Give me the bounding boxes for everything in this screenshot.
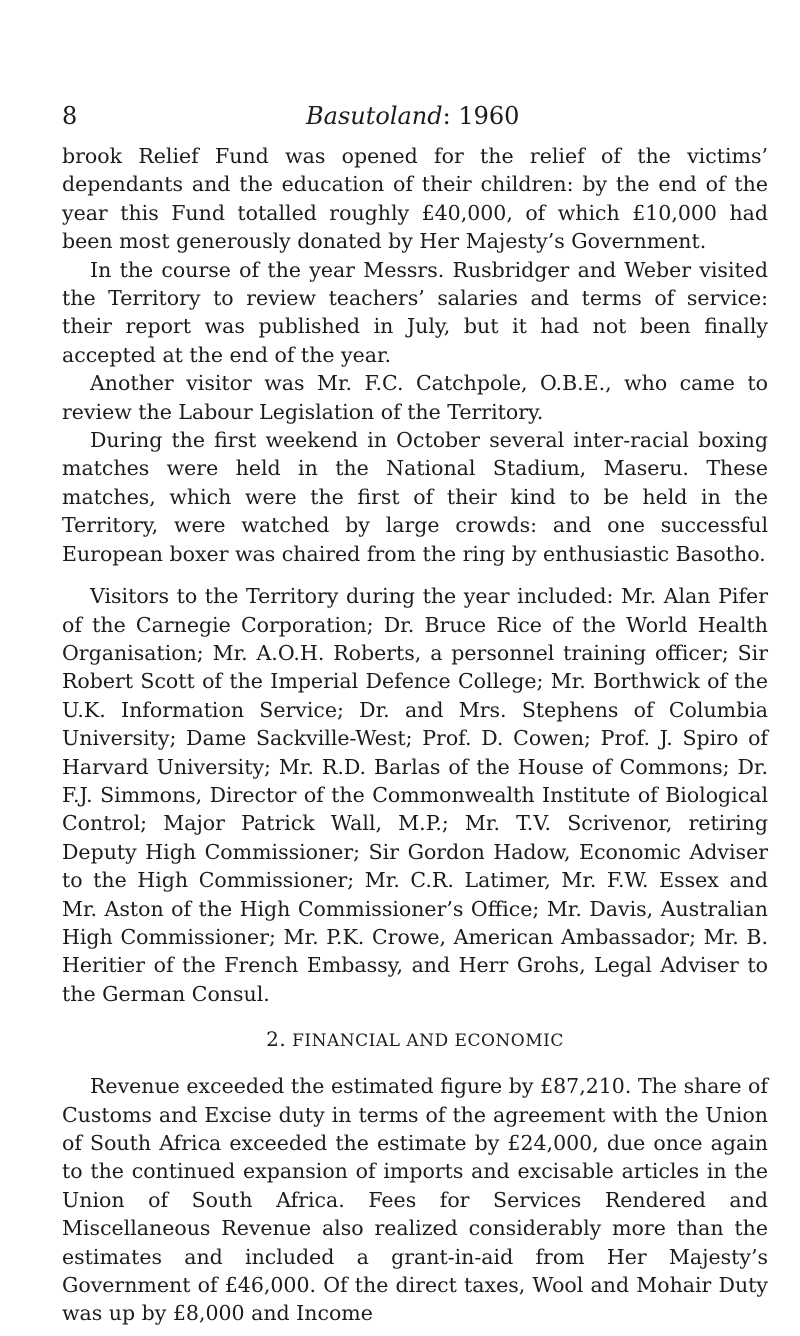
paragraph-labour-legislation: Another visitor was Mr. F.C. Catchpole, O.B.E., who came to review the Labour Legislation of the Territory. — [62, 371, 768, 424]
section-title: FINANCIAL AND ECONOMIC — [292, 1031, 564, 1052]
document-page — [62, 0, 768, 1336]
body-text — [62, 142, 768, 1328]
paragraph-teachers-salaries: In the course of the year Messrs. Rusbridger and Weber visited the Territory to review teachers’ salaries and terms of service: their report was published in July, but it had not been finally accepted at the end of the year. — [62, 257, 768, 367]
section-heading — [62, 1026, 768, 1054]
page-number: 8 — [62, 102, 78, 130]
running-head-place: Basutoland — [306, 102, 443, 130]
page-header — [62, 0, 768, 128]
running-head-year: 1960 — [458, 102, 520, 130]
running-head — [306, 104, 519, 128]
paragraph-revenue: Revenue exceeded the estimated figure by £87,210. The share of Customs and Excise duty in terms of the agreement with the Union of South Africa exceeded the estimate by £24,000, due once again to the continued expansion of imports and excisable articles in the Union of South Africa. Fees for Services Rendered and Miscellaneous Revenue also realized considerably more than the estimates and included a grant-in-aid from Her Majesty’s Government of £46,000. Of the direct taxes, Wool and Mohair Duty was up by £8,000 and Income — [62, 1074, 768, 1326]
running-head-separator: : — [442, 102, 459, 130]
paragraph-boxing-matches: During the first weekend in October several inter-racial boxing matches were held in the National Stadium, Maseru. These matches, which were the first of their kind to be held in the Territory, were watched by large crowds: and one successful European boxer was chaired from the ring by enthusiastic Basotho. — [62, 428, 768, 566]
section-number: 2. — [266, 1027, 287, 1052]
paragraph-visitors: Visitors to the Territory during the year included: Mr. Alan Pifer of the Carnegie Corporation; Dr. Bruce Rice of the World Health Organisation; Mr. A.O.H. Roberts, a personnel training officer; Sir Robert Scott of the Imperial Defence College; Mr. Borthwick of the U.K. Information Service; Dr. and Mrs. Stephens of Columbia University; Dame Sackville-West; Prof. D. Cowen; Prof. J. Spiro of Harvard University; Mr. R.D. Barlas of the House of Commons; Dr. F.J. Simmons, Director of the Commonwealth Institute of Biological Control; Major Patrick Wall, M.P.; Mr. T.V. Scrivenor, retiring Deputy High Commissioner; Sir Gordon Hadow, Economic Adviser to the High Commissioner; Mr. C.R. Latimer, Mr. F.W. Essex and Mr. Aston of the High Commissioner’s Office; Mr. Davis, Australian High Commissioner; Mr. P.K. Crowe, American Ambassador; Mr. B. Heritier of the French Embassy, and Herr Grohs, Legal Adviser to the German Consul. — [62, 584, 768, 1006]
paragraph-relief-fund: brook Relief Fund was opened for the relief of the victims’ dependants and the education of their children: by the end of the year this Fund totalled roughly £40,000, of which £10,000 had been most generously donated by Her Majesty’s Government. — [62, 144, 768, 254]
